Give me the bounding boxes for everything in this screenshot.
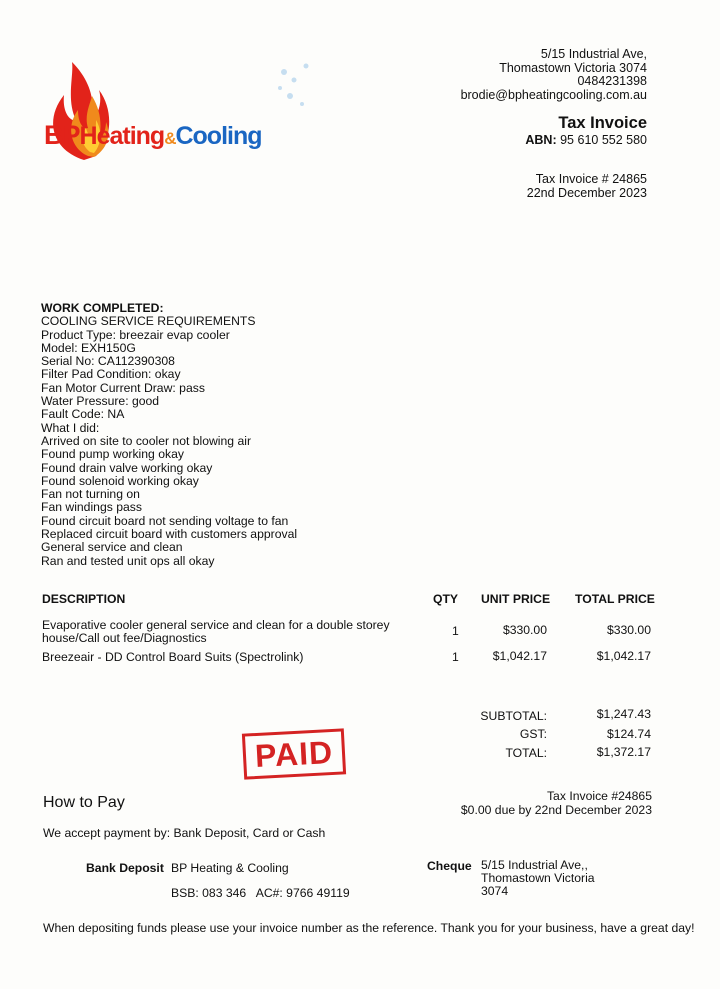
work-line: Found pump working okay [41,447,184,462]
bank-account-name: BP Heating & Cooling [171,861,289,875]
work-line: Found drain valve working okay [41,460,213,475]
work-line: Fan Motor Current Draw: pass [41,380,205,395]
line-item-unit-price: $1,042.17 [492,649,547,663]
line-item-desc-line: house/Call out fee/Diagnostics [42,631,207,646]
payment-reference [461,789,652,817]
line-item-total-price: $330.00 [606,623,651,637]
work-line: Filter Pad Condition: okay [41,367,181,382]
cheque-address-line: 5/15 Industrial Ave,, [481,858,588,872]
invoice-reference [527,173,647,200]
bank-account-details: BSB: 083 346 AC#: 9766 49119 [171,886,350,900]
work-line: Water Pressure: good [41,394,160,409]
cheque-address-line: 3074 [481,884,509,898]
company-phone: 0484231398 [577,74,647,88]
company-address-line1: 5/15 Industrial Ave, [540,47,647,61]
company-details [461,48,647,102]
line-item-qty: 1 [452,624,459,638]
work-line: Found circuit board not sending voltage to fan [41,513,289,528]
work-completed-heading: WORK COMPLETED: [41,301,164,315]
work-line: Fault Code: NA [41,407,125,422]
total-label: TOTAL: [505,746,547,760]
line-item-desc-line: Evaporative cooler general service and clean for a double storey [42,618,390,632]
company-address-line2: Thomastown Victoria 3074 [499,60,647,75]
footer-note: When depositing funds please use your invoice number as the reference. Thank you for your business, have a great day! [43,921,695,935]
logo-amp: & [164,129,176,148]
gst-label: GST: [519,727,547,741]
logo-bp: BP [44,120,80,150]
line-item-total-price: $1,042.17 [596,649,651,663]
work-line: Replaced circuit board with customers approval [41,527,298,542]
line-item-description: Breezeair - DD Control Board Suits (Spectrolink) [42,650,304,664]
how-to-pay-heading: How to Pay [43,794,125,811]
subtotal-label: SUBTOTAL: [480,709,547,723]
work-line: Serial No: CA112390308 [41,354,175,369]
logo-wordmark [44,120,262,151]
line-item-unit-price: $330.00 [502,623,547,637]
paid-stamp: PAID [242,728,346,779]
cheque-label: Cheque [427,859,472,873]
work-line: Found solenoid working okay [41,473,199,488]
payment-due: $0.00 due by 22nd December 2023 [460,803,652,817]
logo-heating: Heating [79,122,165,150]
col-header-description: DESCRIPTION [42,592,126,606]
invoice-date: 22nd December 2023 [526,185,647,200]
abn-label: ABN: [525,133,557,147]
total-value: $1,372.17 [596,745,651,759]
work-line: Arrived on site to cooler not blowing air [41,433,252,448]
col-header-total-price: TOTAL PRICE [575,592,655,606]
line-item-description [42,619,402,646]
line-item-qty: 1 [452,650,459,664]
work-completed-section [41,302,461,568]
work-line: COOLING SERVICE REQUIREMENTS [41,314,256,329]
col-header-unit-price: UNIT PRICE [481,592,551,606]
cheque-address [481,859,611,898]
abn-value: 95 610 552 580 [560,133,647,147]
subtotal-value: $1,247.43 [596,707,651,721]
col-header-qty: QTY [433,592,459,606]
payment-invoice-ref: Tax Invoice #24865 [546,789,652,803]
logo-cooling: Cooling [175,122,262,150]
bank-deposit-label: Bank Deposit [86,861,164,875]
work-line: Fan not turning on [41,487,140,502]
company-email: brodie@bpheatingcooling.com.au [460,87,647,102]
gst-value: $124.74 [606,727,651,741]
work-line: General service and clean [41,540,183,555]
work-line: Ran and tested unit ops all okay [41,553,215,568]
cheque-address-line: Thomastown Victoria [481,871,595,885]
work-line: Product Type: breezair evap cooler [41,327,230,342]
invoice-number: Tax Invoice # 24865 [535,172,647,186]
abn [525,133,647,147]
payment-methods: We accept payment by: Bank Deposit, Card or Cash [43,826,326,840]
work-line: What I did: [41,420,100,435]
document-title: Tax Invoice [558,114,647,132]
work-line: Model: EXH150G [41,340,136,355]
work-line: Fan windings pass [41,500,142,515]
